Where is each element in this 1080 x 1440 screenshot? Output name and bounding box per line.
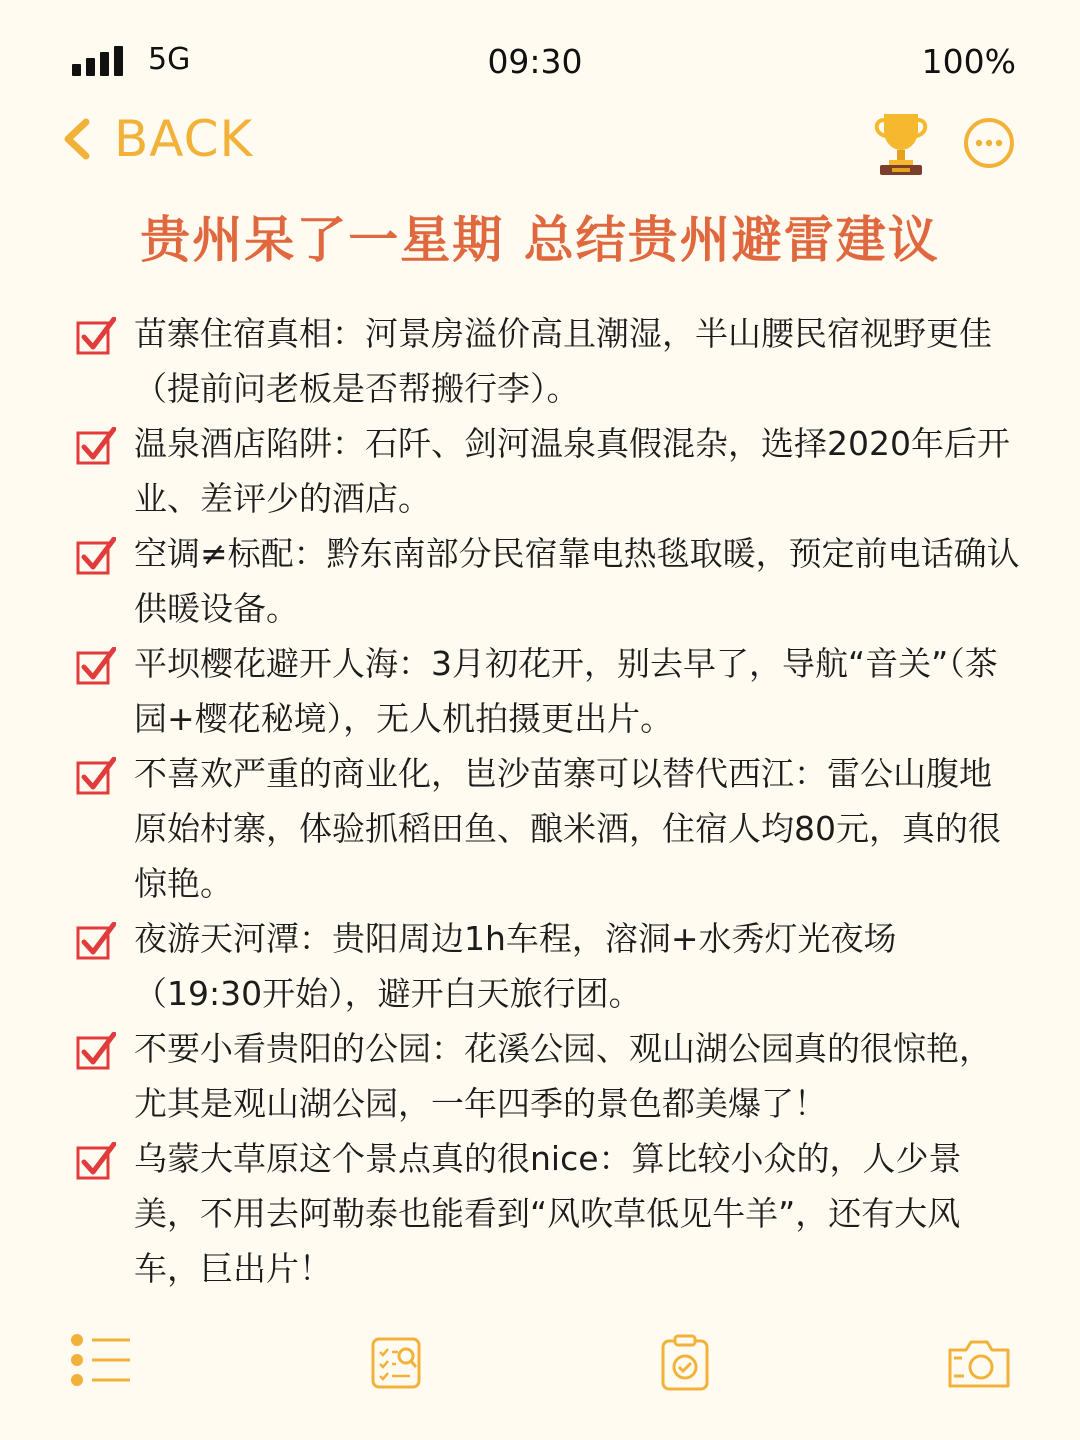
list-icon[interactable] (70, 1332, 132, 1388)
status-bar (0, 40, 1080, 92)
list-item (74, 636, 1024, 746)
item-text: 夜游天河潭：贵阳周边1h车程，溶洞+水秀灯光夜场（19:30开始），避开白天旅行团。 (134, 919, 897, 1013)
item-text: 苗寨住宿真相：河景房溢价高且潮湿，半山腰民宿视野更佳（提前问老板是否帮搬行李）。 (134, 314, 992, 408)
checkbox-checked-icon (76, 537, 116, 577)
battery-level: 100% (921, 42, 1016, 81)
bottom-toolbar (0, 1332, 1080, 1402)
list-item (74, 416, 1024, 526)
item-text: 乌蒙大草原这个景点真的很nice：算比较小众的，人少景美，不用去阿勒泰也能看到“风吹草低见牛羊”，还有大风车，巨出片！ (134, 1139, 962, 1288)
back-label: BACK (114, 110, 254, 168)
list-item (74, 1021, 1024, 1131)
checkbox-checked-icon (76, 1142, 116, 1182)
list-item (74, 526, 1024, 636)
checkbox-checked-icon (76, 922, 116, 962)
back-button[interactable] (62, 110, 253, 168)
list-item (74, 306, 1024, 416)
checkbox-checked-icon (76, 757, 116, 797)
camera-icon[interactable] (946, 1336, 1012, 1390)
checkbox-checked-icon (76, 427, 116, 467)
trophy-icon (870, 110, 932, 176)
list-item (74, 1131, 1024, 1296)
checklist-search-icon[interactable] (370, 1336, 422, 1390)
list-item (74, 911, 1024, 1021)
tips-list (74, 306, 1024, 1296)
item-text: 温泉酒店陷阱：石阡、剑河温泉真假混杂，选择2020年后开业、差评少的酒店。 (134, 424, 1010, 518)
nav-bar (0, 110, 1080, 180)
item-text: 不喜欢严重的商业化，岜沙苗寨可以替代西江：雷公山腹地原始村寨，体验抓稻田鱼、酿米酒，住宿人均80元，真的很惊艳。 (134, 754, 1001, 903)
list-item (74, 746, 1024, 911)
network-label: 5G (148, 42, 191, 77)
checkbox-checked-icon (76, 647, 116, 687)
clipboard-check-icon[interactable] (660, 1334, 710, 1392)
checkbox-checked-icon (76, 1032, 116, 1072)
status-time: 09:30 (487, 42, 583, 81)
item-text: 不要小看贵阳的公园：花溪公园、观山湖公园真的很惊艳，尤其是观山湖公园，一年四季的景色都美爆了！ (134, 1029, 992, 1123)
item-text: 空调≠标配：黔东南部分民宿靠电热毯取暖，预定前电话确认供暖设备。 (134, 534, 1020, 628)
page-title: 贵州呆了一星期 总结贵州避雷建议 (140, 211, 940, 269)
chevron-left-icon (62, 117, 92, 161)
checkbox-checked-icon (76, 317, 116, 357)
item-text: 平坝樱花避开人海：3月初花开，别去早了，导航“音关”（茶园+樱花秘境），无人机拍摄更出片。 (134, 644, 998, 738)
more-icon (962, 116, 1016, 170)
